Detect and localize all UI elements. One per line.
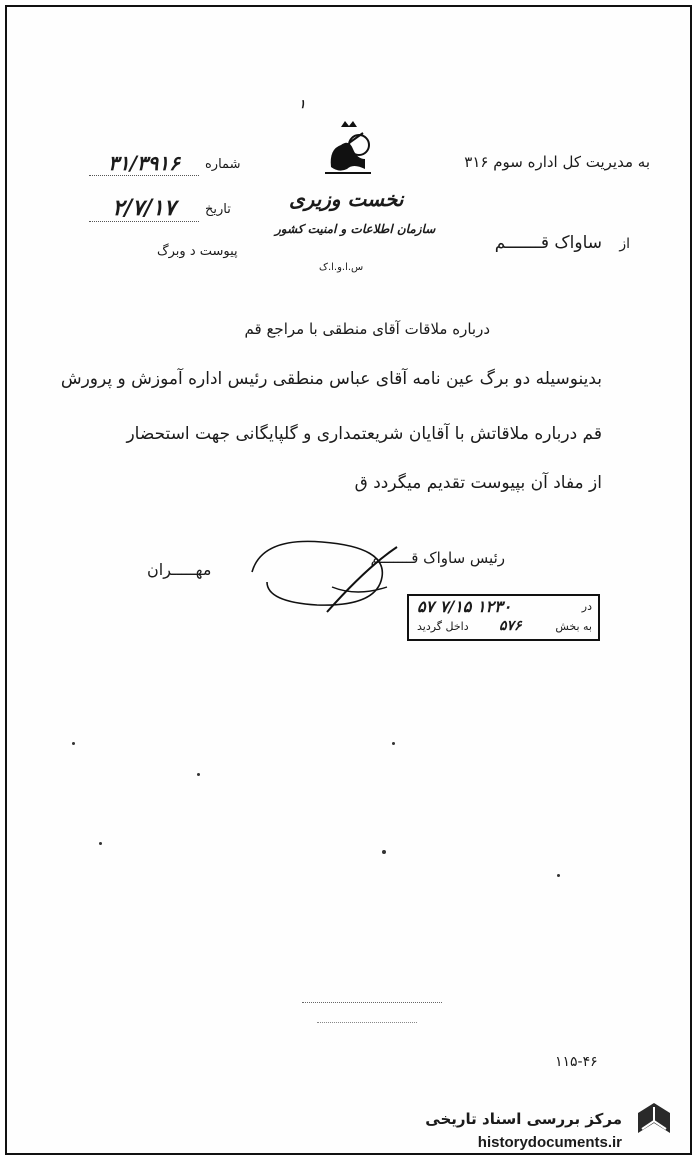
footer-site-url: historydocuments.ir [477,1134,622,1151]
seal-note: ۱ [299,97,306,111]
body-line: قم درباره ملاقاتش با آقایان شریعتمداری و گلپایگانی جهت استحضار [126,424,602,444]
registration-stamp [407,594,600,641]
body-line: از مفاد آن بپیوست تقدیم میگردد ق [354,473,602,493]
attachment-label: پیوست د وبرگ [157,244,238,259]
emblem-title: نخست وزیری [289,187,404,211]
scan-speck [557,874,560,877]
emblem-subtitle: سازمان اطلاعات و امنیت کشور [275,222,436,236]
stamp-section-suffix: داخل گردید [417,620,469,633]
document-page [5,5,692,1155]
handwritten-signature-icon [237,527,407,617]
scan-speck [382,850,386,854]
body-line: بدینوسیله دو برگ عین نامه آقای عباس منطقی رئیس اداره آموزش و پرورش [60,369,602,389]
footer-org-name: مرکز بررسی اسناد تاریخی [425,1110,622,1128]
scan-speck [197,773,200,776]
subject-line: درباره ملاقات آقای منطقی با مراجع قم [244,320,490,338]
page-reference: ۱۱۵-۴۶ [555,1054,598,1070]
stamp-section-value: ۵۷۶ [499,618,522,634]
scan-speck [99,842,102,845]
signature-title: رئیس ساواک قـــــــم [370,549,505,567]
stamp-section-label: به بخش [555,620,592,633]
scan-speck [72,742,75,745]
lion-sun-emblem-icon [319,119,379,179]
faint-line [317,1022,417,1023]
book-quill-icon [634,1099,674,1139]
number-value: ۳۱/۳۹۱۶ [89,151,199,176]
stamp-date-value: ۵۷ ۷/۱۵ ۱۲۳۰ [417,597,512,616]
date-label: تاریخ [205,202,231,217]
signature-name: مهـــــران [147,560,212,579]
recipient-line: به مدیریت کل اداره سوم ۳۱۶ [464,153,650,171]
sender-label: از [619,236,630,252]
faint-line [302,1002,442,1003]
stamp-date-label: در [581,600,592,613]
number-label: شماره [205,157,241,172]
emblem-code: س.ا.و.ا.ک [319,262,364,273]
sender-value: ساواک قـــــــم [494,233,602,253]
date-value: ۲/۷/۱۷ [89,195,199,222]
scan-speck [392,742,395,745]
